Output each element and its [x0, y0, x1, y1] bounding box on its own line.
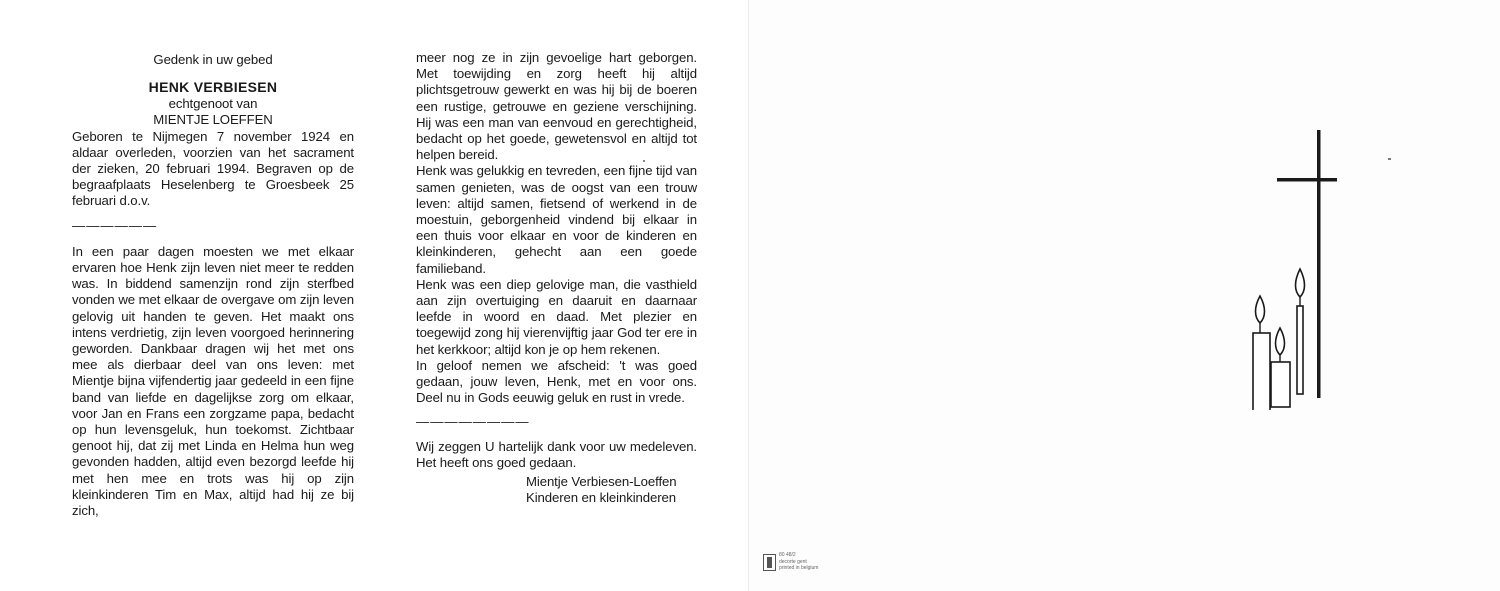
- print-code: 80 48/2: [779, 552, 796, 558]
- thanks-text: Wij zeggen U hartelijk dank voor uw medeleven. Het heeft ons goed gedaan.: [416, 438, 697, 470]
- spouse-name: MIENTJE LOEFFEN: [153, 112, 273, 128]
- paper-speck: [1388, 158, 1391, 160]
- signature-line: Mientje Verbiesen-Loeffen: [526, 474, 677, 490]
- separator: ——————: [72, 217, 158, 233]
- separator: ————————: [416, 414, 530, 430]
- printer-name: decorte gent: [779, 558, 807, 565]
- intro-line: Gedenk in uw gebed: [153, 52, 273, 67]
- memorial-paragraph: meer nog ze in zijn gevoelige hart geborgen. Met toewijding en zorg heeft hij altijd plichtsgetrouw gewerkt en was hij bij de boeren een rustige, getrouwe en geziene verschijning. Hij was een man van eenvoud en gerechtigheid, bedacht op het goede, gewetensvol en altijd tot helpen bereid.: [416, 50, 697, 163]
- birth-death-details: Geboren te Nijmegen 7 november 1924 en aldaar overleden, voorzien van het sacrament der zieken, 20 februari 1994. Begraven op de begraafplaats Heselenberg te Groesbeek 25 februari d.o.v.: [72, 128, 354, 209]
- signature-line: Kinderen en kleinkinderen: [526, 490, 676, 506]
- right-column: [416, 50, 697, 506]
- memorial-paragraph: Henk was gelukkig en tevreden, een fijne tijd van samen genieten, was de oogst van een trouw leven: altijd samen, fietsend of werkend in de moestuin, geborgenheid vindend bij elkaar in een thuis voor elkaar en voor de kinderen en kleinkinderen, gehecht aan een goede familieband.: [416, 163, 698, 276]
- deceased-name: HENK VERBIESEN: [148, 79, 278, 96]
- printer-mark: [763, 552, 853, 576]
- printer-logo-icon: [763, 554, 776, 571]
- printer-text: [779, 552, 818, 572]
- relation-line: echtgenoot van: [168, 96, 258, 112]
- memorial-text: In een paar dagen moesten we met elkaar ervaren hoe Henk zijn leven niet meer te redden was. In biddend samenzijn rond zijn sterfbed vonden we met elkaar de overgave om zijn leven gelovig uit handen te geven. Het maakt ons intens verdrietig, zijn leven voorgoed herinnering geworden. Dankbaar dragen wij het met ons mee als dierbaar deel van ons leven: met Mientje bijna vijfendertig jaar gedeeld in een fijne band van liefde en dagelijkse zorg om elkaar, voor Jan en Frans een zorgzame papa, bedacht op hun levensgeluk, hun toekomst. Zichtbaar genoot hij, dat zij met Linda en Helma hun weg gevonden hadden, altijd even bezorgd leefde hij met hen mee en trots was hij op zijn kleinkinderen Tim en Max, altijd had hij ze bij zich,: [72, 243, 354, 519]
- memorial-paragraph: In geloof nemen we afscheid: 't was goed gedaan, jouw leven, Henk, met en voor ons. Deel nu in Gods eeuwig geluk en rust in vrede.: [416, 357, 697, 406]
- left-column: [72, 52, 354, 519]
- memorial-paragraph: Henk was een diep gelovige man, die vasthield aan zijn overtuiging en daaruit en daarnaar leefde in woord en daad. Met plezier en toegewijd zong hij vierenvijftig jaar God ter ere in het kerkkoor; altijd kon je op hem rekenen.: [416, 276, 697, 357]
- paper-speck: [643, 160, 645, 162]
- front-panel: [748, 0, 1500, 591]
- cross-with-candles-icon: [1240, 125, 1340, 410]
- printed-in: printed in belgium: [779, 565, 819, 571]
- inner-panel: [0, 0, 748, 591]
